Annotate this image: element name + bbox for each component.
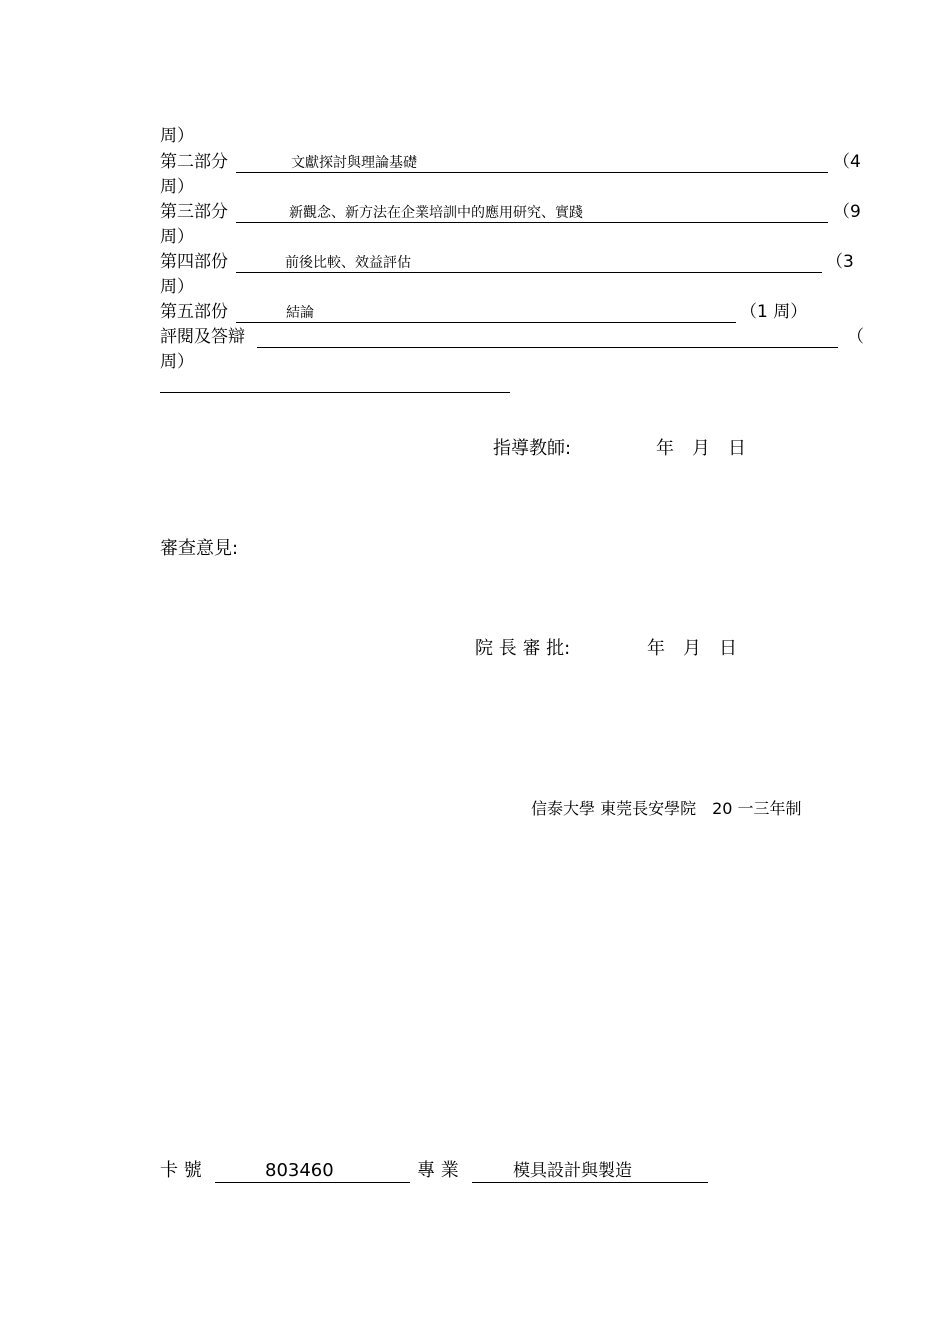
schedule-row-2-topic: 文獻探討與理論基礎 [291, 155, 417, 171]
schedule-row-defense-duration: （ [847, 327, 864, 347]
schedule-row-4-label: 第四部份 [160, 252, 228, 272]
schedule-row-5-duration: （1 周） [740, 302, 808, 322]
schedule-row-defense-label: 評閱及答辯 [160, 327, 245, 347]
schedule-row-3-duration: （9 [833, 202, 861, 222]
dean-label: 院 長 審 批: [475, 638, 571, 659]
separator-line [160, 392, 510, 393]
schedule-row-5-topic: 結論 [286, 305, 314, 321]
card-number-value: 803460 [265, 1160, 334, 1181]
schedule-row-5-field [236, 302, 736, 323]
dean-date: 年 月 日 [647, 638, 737, 659]
major-label: 專 業 [417, 1160, 459, 1181]
advisor-label: 指導教師: [493, 438, 572, 459]
schedule-row-4-wrap: 周） [160, 277, 194, 297]
major-field [472, 1160, 708, 1183]
schedule-row-3-label: 第三部分 [160, 202, 228, 222]
card-number-field [215, 1160, 410, 1183]
schedule-row-3-wrap: 周） [160, 227, 194, 247]
advisor-date: 年 月 日 [656, 438, 746, 459]
schedule-row-4-field [236, 252, 822, 273]
schedule-row-4-topic: 前後比較、效益評估 [285, 255, 411, 271]
schedule-row-2-field [236, 152, 828, 173]
schedule-row-2-duration: （4 [833, 152, 861, 172]
schedule-row-5-label: 第五部份 [160, 302, 228, 322]
card-number-label: 卡 號 [160, 1160, 202, 1181]
institution-footer: 信泰大學 東莞長安學院 20 一三年制 [531, 799, 802, 818]
schedule-row-4-duration: （3 [826, 252, 854, 272]
schedule-row-2-label: 第二部分 [160, 152, 228, 172]
schedule-row-2-wrap: 周） [160, 177, 194, 197]
schedule-top-wrap: 周） [160, 126, 194, 146]
schedule-row-defense-wrap: 周） [160, 352, 194, 372]
review-label: 審查意見: [160, 538, 239, 559]
schedule-row-3-field [236, 202, 828, 223]
schedule-row-defense-field [257, 327, 838, 348]
major-value: 模具設計與製造 [513, 1161, 632, 1181]
schedule-row-3-topic: 新觀念、新方法在企業培訓中的應用研究、實踐 [289, 205, 583, 221]
